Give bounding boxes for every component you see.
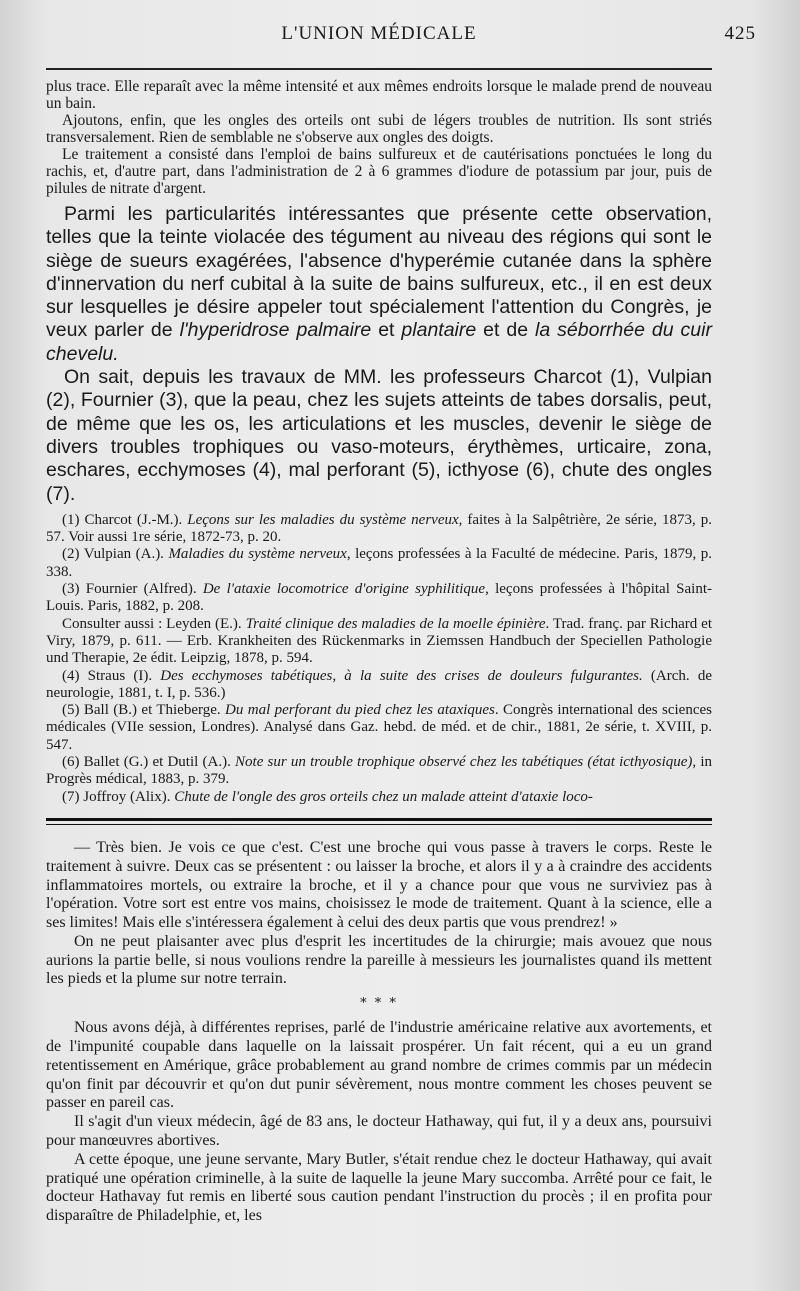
footnote-title: Leçons sur les maladies du système nerveux xyxy=(187,511,459,528)
asterism-separator: * * * xyxy=(360,996,398,1012)
footnote-text: Consulter aussi : Leyden (E.). xyxy=(62,615,246,632)
footnote-title: Maladies du système nerveux xyxy=(168,546,347,563)
page-content xyxy=(46,78,712,1226)
divider-thick xyxy=(46,818,712,821)
footnote xyxy=(46,789,712,806)
footnote xyxy=(46,616,712,668)
footnote-text: (4) Straus (I). xyxy=(62,667,161,684)
footnote-title: Note sur un trouble trophique observé chez les tabétiques (état icthyosique) xyxy=(235,754,693,771)
divider-thin xyxy=(46,824,712,825)
footnote-text: (1) Charcot (J.-M.). xyxy=(62,511,188,528)
body-paragraph: — Très bien. Je vois ce que c'est. C'est une broche qui vous passe à travers le corps. Reste le traitement à suivre. Deux cas se présentent : ou laisser la broche, et alors il y a à craindre des accidents inflammatoires mortels, ou extraire la broche, et il y a chance pour que vous ne surviviez pas à l'opération. Votre sort est entre vos mains, choisissez le mode de traitement. Quant à la science, elle a ses limites! Mais elle s'intéressera également à celui des deux partis que vous prendrez! » xyxy=(46,838,712,932)
footnote-text: , leçons professées à la Faculté de médecine. Paris, 1879, p. 338. xyxy=(46,546,712,580)
text-run: et de xyxy=(476,319,536,342)
running-head xyxy=(46,20,756,48)
paragraph: plus trace. Elle reparaît avec la même intensité et aux mêmes endroits lorsque le malade prend de nouveau un bain. xyxy=(46,78,712,112)
body-paragraph: Il s'agit d'un vieux médecin, âgé de 83 ans, le docteur Hathaway, qui fut, il y a deux ans, poursuivi pour manœuvres abortives. xyxy=(46,1113,712,1150)
body-paragraph: On ne peut plaisanter avec plus d'esprit les incertitudes de la chirurgie; mais avouez que nous aurions la partie belle, si nous voulions rendre la pareille à messieurs les journalistes quand ils mettent les pieds et la plume sur notre terrain. xyxy=(46,932,712,988)
running-title: L'UNION MÉDICALE xyxy=(281,23,477,44)
footnote-text: , faites à la Salpêtrière, 2e série, 1873, p. 57. Voir aussi 1re série, 1872-73, p. 20. xyxy=(46,511,712,546)
header-rule xyxy=(46,68,712,70)
main-paragraph: On sait, depuis les travaux de MM. les professeurs Charcot (1), Vulpian (2), Fournier (3), que la peau, chez les sujets atteints de tabes dorsalis, peut, de même que les os, les articulations et les muscles, devenir le siège de divers troubles trophiques ou vaso-moteurs, érythèmes, urticaire, zona, eschares, ecchymoses (4), mal perforant (5), icthyose (6), chute des ongles (7). xyxy=(46,366,712,505)
page-number: 425 xyxy=(724,23,756,44)
footnote-title: Traité clinique des maladies de la moelle épinière xyxy=(245,615,546,632)
footnote-text: . Congrès international des sciences médicales (VIIe session, Londres). Analysé dans Gaz. hebd. de méd. et de chir., 1881, 2e série, t. XVIII, p. 547. xyxy=(46,702,712,753)
italic-term: l'hyperidrose palmaire xyxy=(179,319,372,342)
main-paragraph xyxy=(46,203,712,366)
italic-term: la séborrhée du cuir chevelu. xyxy=(46,319,712,365)
footnote-title: Du mal perforant du pied chez les ataxiques xyxy=(225,702,495,719)
paragraph: Ajoutons, enfin, que les ongles des orteils ont subi de légers troubles de nutrition. Ils sont striés transversalement. Rien de semblable ne s'observe aux ongles des doigts. xyxy=(46,112,712,146)
body-paragraph: A cette époque, une jeune servante, Mary Butler, s'était rendue chez le docteur Hathaway, qui avait pratiqué une opération criminelle, à la suite de laquelle la jeune Mary succomba. Arrêté pour ce fait, le docteur Hathavay fut remis en liberté sous caution pendant l'instruction du procès ; il en profita pour disparaître de Philadelphie, et, les xyxy=(46,1150,712,1225)
footnote xyxy=(46,512,712,547)
text-run: et xyxy=(371,319,402,342)
footnote xyxy=(46,546,712,581)
footnote-text: , leçons professées à l'hôpital Saint-Louis. Paris, 1882, p. 208. xyxy=(46,581,712,615)
footnote-text: . Trad. franç. par Richard et Viry, 1879, p. 611. — Erb. Krankheiten des Rückenmarks in Ziemssen Handbuch der Speciellen Pathologie und Therapie, 2e édit. Leipzig, 1878, p. 594. xyxy=(46,615,712,667)
footnote-text: (3) Fournier (Alfred). xyxy=(62,581,203,598)
footnote-title: Chute de l'ongle des gros orteils chez un malade atteint d'ataxie loco- xyxy=(174,788,593,805)
footnote-title: De l'ataxie locomotrice d'origine syphilitique xyxy=(202,581,486,598)
footnote xyxy=(46,702,712,754)
footnote xyxy=(46,754,712,789)
footnote-text: (6) Ballet (G.) et Dutil (A.). xyxy=(62,754,236,771)
footnote-title: Des ecchymoses tabétiques, à la suite des crises de douleurs fulgurantes. xyxy=(160,667,643,684)
paragraph: Le traitement a consisté dans l'emploi de bains sulfureux et de cautérisations ponctuées le long du rachis, et, d'autre part, dans l'administration de 2 à 6 grammes d'iodure de potassium par jour, puis de pilules de nitrate d'argent. xyxy=(46,146,712,197)
footnote xyxy=(46,581,712,616)
text-run: Parmi les particularités intéressantes que présente cette observation, telles que la teinte violacée des tégument au niveau des régions qui sont le siège de sueurs exagérées, l'absence d'hyperémie cutanée dans la sphère d'innervation du nerf cubital à la suite de bains sulfureux, etc., il en est deux sur lesquelles je désire appeler tout spécialement l'attention du Congrès, je veux parler de xyxy=(46,203,712,342)
footnote-text: (2) Vulpian (A.). xyxy=(62,546,169,563)
italic-term: plantaire xyxy=(401,319,477,342)
footnote-text: (Arch. de neurologie, 1881, t. I, p. 536.) xyxy=(46,667,712,701)
body-paragraph: Nous avons déjà, à différentes reprises, parlé de l'industrie américaine relative aux avortements, et de l'impunité coupable dans laquelle on la laissait prospérer. Un fait récent, qui a eu un grand retentissement en Amérique, grâce probablement au grand nombre de crimes commis par un médecin qu'on finit par découvrir et qu'on dut punir sévèrement, nous montre comment les choses peuvent se passer en pareil cas. xyxy=(46,1019,712,1112)
footnotes xyxy=(46,512,712,806)
footnote-text: (5) Ball (B.) et Thieberge. xyxy=(62,702,226,719)
section-divider xyxy=(46,818,712,825)
footnote xyxy=(46,668,712,703)
footnote-text: (7) Joffroy (Alix). xyxy=(62,788,175,805)
footnote-text: , in Progrès médical, 1883, p. 379. xyxy=(46,754,712,788)
